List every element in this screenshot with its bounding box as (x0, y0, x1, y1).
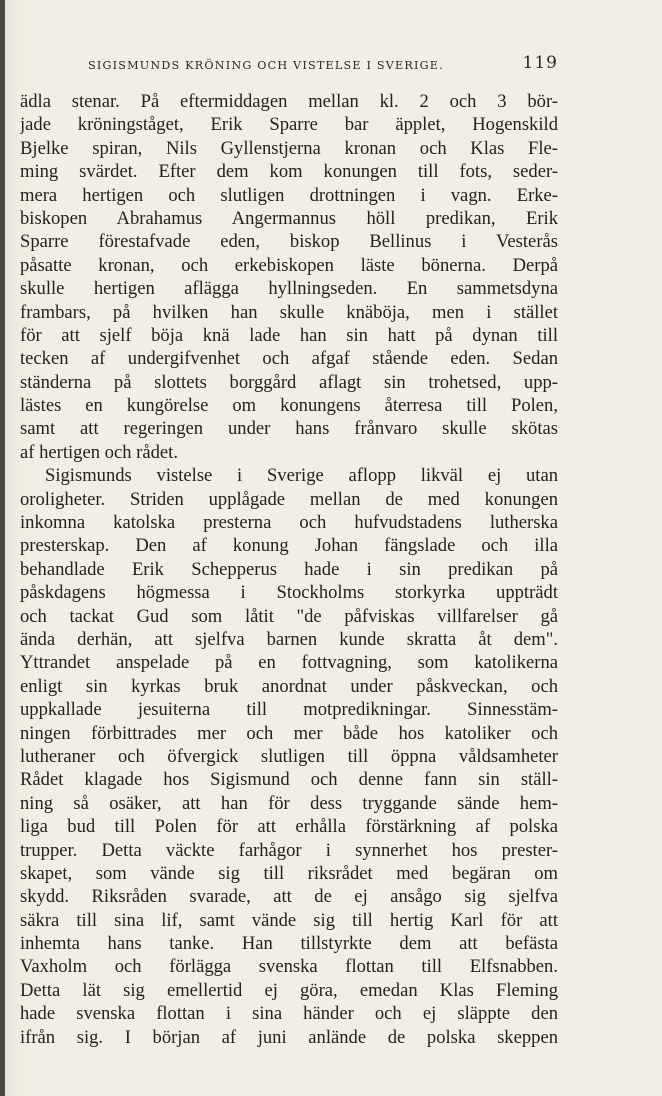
body-text (20, 90, 558, 1049)
text-line: presterskap. Den af konung Johan fängslade och illa (20, 535, 558, 557)
text-line: inhemta hans tanke. Han tillstyrkte dem att befästa (20, 933, 558, 955)
text-line: Bjelke spiran, Nils Gyllenstjerna kronan och Klas Fle- (20, 137, 558, 159)
text-line: ända derhän, att sjelfva barnen kunde skratta åt dem". (20, 628, 558, 650)
text-line: oroligheter. Striden upplågade mellan de med konungen (20, 488, 558, 510)
text-line: skapet, som vände sig till riksrådet med begäran om (20, 862, 558, 884)
text-line: Detta lät sig emellertid ej göra, emedan Klas Fleming (20, 979, 558, 1001)
text-line: frambars, på hvilken han skulle knäböja, men i stället (20, 301, 558, 323)
text-line: påskdagens högmessa i Stockholms storkyrka uppträdt (20, 582, 558, 604)
text-line: påsatte kronan, och erkebiskopen läste bönerna. Derpå (20, 254, 558, 276)
text-line: mera hertigen och slutligen drottningen i vagn. Erke- (20, 184, 558, 206)
text-line: ifrån sig. I början af juni anlände de polska skeppen (20, 1026, 558, 1048)
text-line: Sparre förestafvade eden, biskop Bellinus i Vesterås (20, 231, 558, 253)
text-line: säkra till sina lif, samt vände sig till hertig Karl för att (20, 909, 558, 931)
running-head (88, 50, 558, 80)
text-line: Vaxholm och förlägga svenska flottan till Elfsnabben. (20, 956, 558, 978)
text-line: biskopen Abrahamus Angermannus höll predikan, Erik (20, 207, 558, 229)
text-line: uppkallade jesuiterna till motpredikningar. Sinnesstäm- (20, 699, 558, 721)
binding-edge (0, 0, 5, 1096)
text-line: hade svenska flottan i sina händer och ej släppte den (20, 1003, 558, 1025)
text-line: enligt sin kyrkas bruk anordnat under påskveckan, och (20, 675, 558, 697)
text-line: ming svärdet. Efter dem kom konungen till fots, seder- (20, 161, 558, 183)
running-title: SIGISMUNDS KRÖNING OCH VISTELSE I SVERIGE. (88, 59, 444, 72)
text-line: skulle hertigen aflägga hyllningseden. En sammetsdyna (20, 278, 558, 300)
text-line: och tackat Gud som låtit "de påfviskas villfarelser gå (20, 605, 558, 627)
text-line: ningen förbittrades mer och mer både hos katoliker och (20, 722, 558, 744)
text-line: ständerna på slottets borggård aflagt sin trohetsed, upp- (20, 371, 558, 393)
text-line: Rådet klagade hos Sigismund och denne fann sin ställ- (20, 769, 558, 791)
text-line: för att sjelf böja knä lade han sin hatt på dynan till (20, 324, 558, 346)
text-line: af hertigen och rådet. (20, 441, 178, 463)
text-line: trupper. Detta väckte farhågor i synnerhet hos prester- (20, 839, 558, 861)
text-line: inkomna katolska presterna och hufvudstadens lutherska (20, 512, 558, 534)
text-line: liga bud till Polen för att erhålla förstärkning af polska (20, 816, 558, 838)
text-line: Yttrandet anspelade på en fottvagning, som katolikerna (20, 652, 558, 674)
text-line: skydd. Riksråden svarade, att de ej ansågo sig sjelfva (20, 886, 558, 908)
text-line: Sigismunds vistelse i Sverige aflopp likväl ej utan (45, 465, 558, 487)
text-line: samt att regeringen under hans frånvaro skulle skötas (20, 418, 558, 440)
text-line: jade kröningståget, Erik Sparre bar äpplet, Hogenskild (20, 114, 558, 136)
text-line: behandlade Erik Schepperus hade i sin predikan på (20, 558, 558, 580)
text-line: tecken af undergifvenhet och afgaf stående eden. Sedan (20, 348, 558, 370)
text-line: ning så osäker, att han för dess tryggande sände hem- (20, 792, 558, 814)
page-number: 119 (522, 53, 558, 73)
text-line: lästes en kungörelse om konungens återresa till Polen, (20, 395, 558, 417)
text-line: ädla stenar. På eftermiddagen mellan kl. 2 och 3 bör- (20, 91, 558, 112)
text-line: lutheraner och öfvergick slutligen till öppna våldsamheter (20, 745, 558, 767)
